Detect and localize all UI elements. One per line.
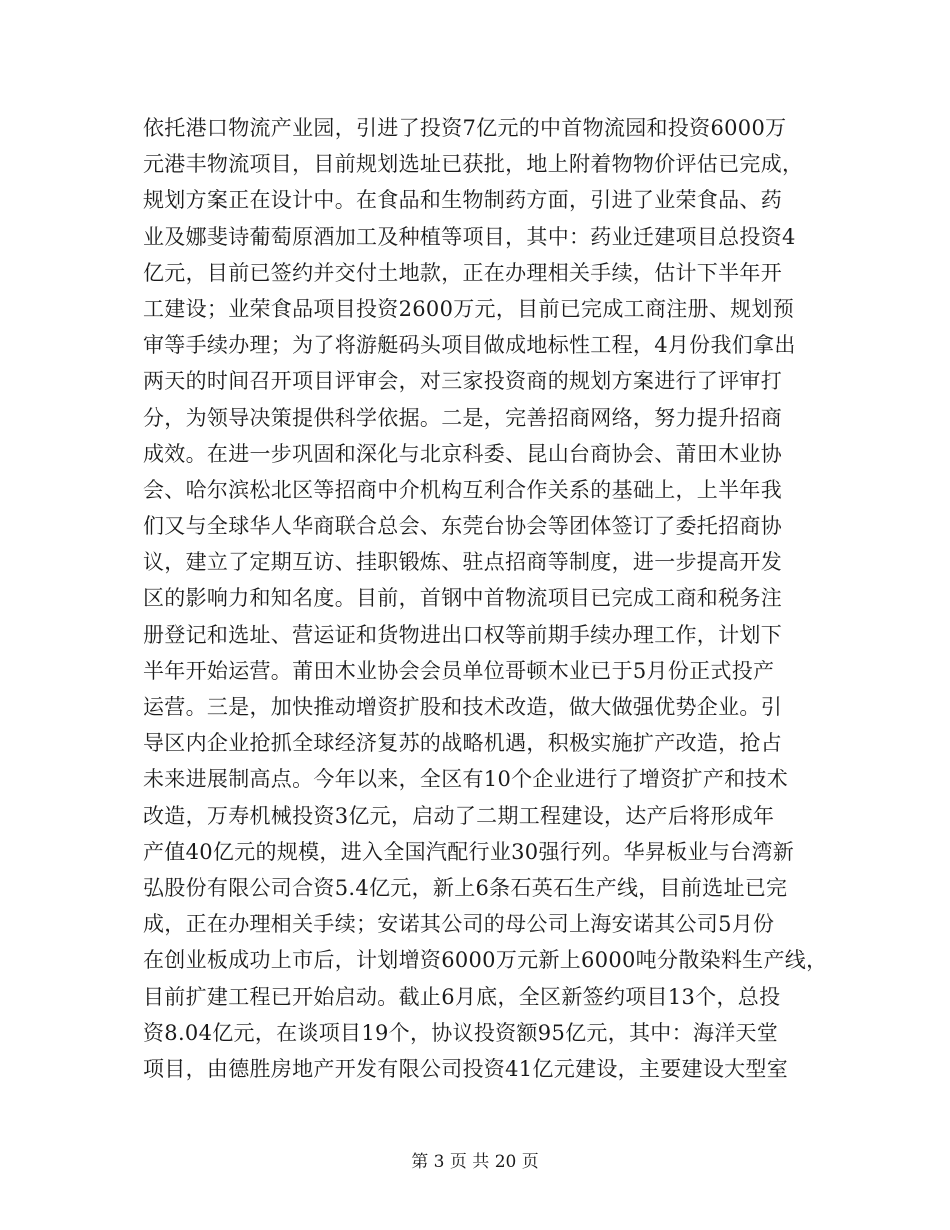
text-line: 依托港口物流产业园，引进了投资7亿元的中首物流园和投资6000万	[143, 116, 787, 140]
text-line: 们又与全球华人华商联合总会、东莞台协会等团体签订了委托招商协	[143, 514, 782, 539]
text-line: 元港丰物流项目，目前规划选址已获批，地上附着物物价评估已完成，	[143, 152, 804, 177]
text-line: 工建设；业荣食品项目投资2600万元，目前已完成工商注册、规划预	[143, 296, 795, 321]
body-text	[143, 110, 828, 1087]
text-line: 目前扩建工程已开始启动。截止6月底，全区新签约项目13个，总投	[143, 984, 781, 1009]
text-line: 册登记和选址、营运证和货物进出口权等前期手续办理工作，计划下	[143, 622, 782, 647]
text-line: 导区内企业抢抓全球经济复苏的战略机遇，积极实施扩产改造，抢占	[143, 731, 782, 756]
text-line: 亿元，目前已签约并交付土地款，正在办理相关手续，估计下半年开	[143, 260, 782, 285]
text-line: 产值40亿元的规模，进入全国汽配行业30强行列。华昇板业与台湾新	[143, 839, 795, 864]
text-line: 业及娜斐诗葡萄原酒加工及种植等项目，其中：药业迁建项目总投资4	[143, 224, 796, 249]
text-line: 弘股份有限公司合资5.4亿元，新上6条石英石生产线，目前选址已完	[143, 875, 788, 900]
page-number-footer: 第 3 页 共 20 页	[411, 1152, 539, 1172]
text-line: 改造，万寿机械投资3亿元，启动了二期工程建设，达产后将形成年	[143, 803, 775, 828]
text-line: 分，为领导决策提供科学依据。二是，完善招商网络，努力提升招商	[143, 405, 782, 430]
text-line: 运营。三是，加快推动增资扩股和技术改造，做大做强优势企业。引	[143, 695, 782, 719]
text-line: 审等手续办理；为了将游艇码头项目做成地标性工程，4月份我们拿出	[143, 333, 796, 358]
text-line: 未来进展制高点。今年以来，全区有10个企业进行了增资扩产和技术	[143, 767, 789, 792]
text-line: 在创业板成功上市后，计划增资6000万元新上6000吨分散染料生产线，	[143, 948, 828, 973]
text-line: 会、哈尔滨松北区等招商中介机构互利合作关系的基础上，上半年我	[143, 477, 782, 502]
text-line: 成，正在办理相关手续；安诺其公司的母公司上海安诺其公司5月份	[143, 912, 775, 937]
text-line: 议，建立了定期互访、挂职锻炼、驻点招商等制度，进一步提高开发	[143, 550, 782, 575]
text-line: 半年开始运营。莆田木业协会会员单位哥顿木业已于5月份正式投产	[143, 658, 775, 683]
text-line: 区的影响力和知名度。目前，首钢中首物流项目已完成工商和税务注	[143, 586, 782, 611]
text-line: 两天的时间召开项目评审会，对三家投资商的规划方案进行了评审打	[143, 369, 782, 394]
text-line: 规划方案正在设计中。在食品和生物制药方面，引进了业荣食品、药	[143, 188, 782, 213]
text-line: 项目，由德胜房地产开发有限公司投资41亿元建设，主要建设大型室	[143, 1056, 789, 1081]
text-line: 资8.04亿元，在谈项目19个，协议投资额95亿元，其中：海洋天堂	[143, 1020, 779, 1045]
text-line: 成效。在进一步巩固和深化与北京科委、昆山台商协会、莆田木业协	[143, 441, 782, 466]
